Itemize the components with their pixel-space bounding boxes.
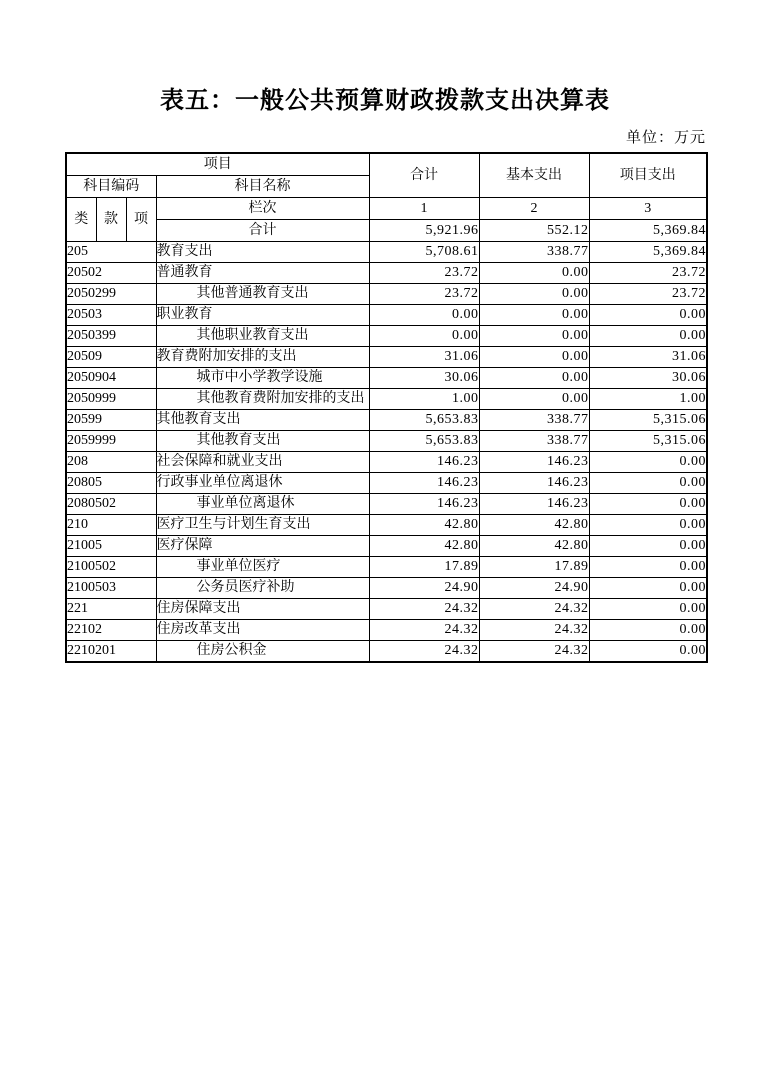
table-row [66,284,707,305]
subject-name-cell: 公务员医疗补助 [156,578,369,599]
basic-expense-value-cell: 338.77 [479,410,589,431]
basic-expense-value-cell: 42.80 [479,536,589,557]
total-value-cell: 146.23 [369,473,479,494]
table-row [66,452,707,473]
subject-name-cell: 医疗卫生与计划生育支出 [156,515,369,536]
total-value-cell: 30.06 [369,368,479,389]
basic-expense-value-cell: 0.00 [479,326,589,347]
subject-name-cell: 教育支出 [156,242,369,263]
grand-total-project-value: 5,369.84 [589,220,707,242]
subject-code-cell: 208 [66,452,156,473]
table-row [66,368,707,389]
project-expense-value-cell: 0.00 [589,599,707,620]
subject-code-cell: 221 [66,599,156,620]
subject-code-cell: 21005 [66,536,156,557]
project-expense-value-cell: 1.00 [589,389,707,410]
project-expense-value-cell: 5,315.06 [589,410,707,431]
total-value-cell: 146.23 [369,452,479,473]
subject-name-cell: 职业教育 [156,305,369,326]
basic-expense-value-cell: 0.00 [479,284,589,305]
project-expense-value-cell: 31.06 [589,347,707,368]
basic-expense-value-cell: 0.00 [479,368,589,389]
subject-name-cell: 其他教育支出 [156,410,369,431]
project-expense-value-cell: 0.00 [589,305,707,326]
project-expense-value-cell: 0.00 [589,452,707,473]
subject-name-cell: 教育费附加安排的支出 [156,347,369,368]
total-value-cell: 5,708.61 [369,242,479,263]
basic-expense-value-cell: 42.80 [479,515,589,536]
grand-total-row [66,220,707,242]
basic-expense-value-cell: 146.23 [479,473,589,494]
table-row [66,536,707,557]
header-project: 项目 [66,153,369,176]
project-expense-value-cell: 23.72 [589,284,707,305]
subject-name-cell: 医疗保障 [156,536,369,557]
table-row [66,326,707,347]
project-expense-value-cell: 23.72 [589,263,707,284]
table-row [66,620,707,641]
basic-expense-value-cell: 0.00 [479,347,589,368]
header-subject-name: 科目名称 [156,176,369,198]
subject-name-cell: 社会保障和就业支出 [156,452,369,473]
table-row [66,494,707,515]
project-expense-value-cell: 30.06 [589,368,707,389]
project-expense-value-cell: 0.00 [589,620,707,641]
basic-expense-value-cell: 338.77 [479,242,589,263]
subject-name-cell: 城市中小学教学设施 [156,368,369,389]
subject-code-cell: 2059999 [66,431,156,452]
total-value-cell: 42.80 [369,515,479,536]
basic-expense-value-cell: 0.00 [479,263,589,284]
total-value-cell: 0.00 [369,326,479,347]
project-expense-value-cell: 0.00 [589,494,707,515]
subject-code-cell: 20805 [66,473,156,494]
basic-expense-value-cell: 17.89 [479,557,589,578]
subject-code-cell: 20599 [66,410,156,431]
subject-code-cell: 2050904 [66,368,156,389]
subject-code-cell: 20503 [66,305,156,326]
unit-label: 单位：万元 [625,130,706,146]
total-value-cell: 31.06 [369,347,479,368]
table-row [66,347,707,368]
subject-code-cell: 20509 [66,347,156,368]
total-value-cell: 24.32 [369,641,479,663]
header-column-number-2: 2 [479,198,589,220]
subject-code-cell: 22102 [66,620,156,641]
subject-code-cell: 2210201 [66,641,156,663]
project-expense-value-cell: 0.00 [589,515,707,536]
table-row [66,473,707,494]
header-class: 类 [66,198,96,242]
project-expense-value-cell: 0.00 [589,578,707,599]
grand-total-value: 5,921.96 [369,220,479,242]
total-value-cell: 17.89 [369,557,479,578]
subject-name-cell: 事业单位离退休 [156,494,369,515]
basic-expense-value-cell: 24.32 [479,599,589,620]
subject-code-cell: 2100502 [66,557,156,578]
total-value-cell: 23.72 [369,263,479,284]
basic-expense-value-cell: 0.00 [479,389,589,410]
subject-name-cell: 普通教育 [156,263,369,284]
project-expense-value-cell: 0.00 [589,641,707,663]
project-expense-value-cell: 0.00 [589,326,707,347]
project-expense-value-cell: 5,369.84 [589,242,707,263]
table-row [66,557,707,578]
header-row-column-index [66,198,707,220]
subject-name-cell: 其他教育费附加安排的支出 [156,389,369,410]
project-expense-value-cell: 0.00 [589,473,707,494]
total-value-cell: 5,653.83 [369,410,479,431]
subject-code-cell: 2050299 [66,284,156,305]
subject-name-cell: 住房公积金 [156,641,369,663]
grand-total-basic-value: 552.12 [479,220,589,242]
total-value-cell: 24.90 [369,578,479,599]
subject-code-cell: 210 [66,515,156,536]
subject-name-cell: 住房改革支出 [156,620,369,641]
budget-table [65,152,708,663]
page-title: 表五：一般公共预算财政拨款支出决算表 [160,88,610,114]
project-expense-value-cell: 5,315.06 [589,431,707,452]
total-value-cell: 0.00 [369,305,479,326]
header-column-number-3: 3 [589,198,707,220]
table-row [66,410,707,431]
table-row [66,263,707,284]
subject-code-cell: 20502 [66,263,156,284]
table-row [66,389,707,410]
table-row [66,599,707,620]
total-value-cell: 24.32 [369,599,479,620]
header-column-index-label: 栏次 [156,198,369,220]
grand-total-label: 合计 [156,220,369,242]
basic-expense-value-cell: 338.77 [479,431,589,452]
subject-name-cell: 住房保障支出 [156,599,369,620]
subject-code-cell: 2050399 [66,326,156,347]
basic-expense-value-cell: 24.90 [479,578,589,599]
subject-code-cell: 2100503 [66,578,156,599]
table-body [66,242,707,663]
header-row-project [66,153,707,176]
table-row [66,578,707,599]
total-value-cell: 1.00 [369,389,479,410]
table-row [66,242,707,263]
header-total-column: 合计 [369,153,479,198]
subject-name-cell: 其他普通教育支出 [156,284,369,305]
table-row [66,515,707,536]
subject-name-cell: 事业单位医疗 [156,557,369,578]
header-item: 项 [126,198,156,242]
subject-name-cell: 行政事业单位离退休 [156,473,369,494]
table-row [66,431,707,452]
subject-name-cell: 其他教育支出 [156,431,369,452]
header-column-number-1: 1 [369,198,479,220]
header-project-expense-column: 项目支出 [589,153,707,198]
project-expense-value-cell: 0.00 [589,536,707,557]
total-value-cell: 42.80 [369,536,479,557]
basic-expense-value-cell: 146.23 [479,452,589,473]
table-header [66,153,707,242]
header-subject-code: 科目编码 [66,176,156,198]
basic-expense-value-cell: 0.00 [479,305,589,326]
total-value-cell: 5,653.83 [369,431,479,452]
subject-code-cell: 205 [66,242,156,263]
subject-name-cell: 其他职业教育支出 [156,326,369,347]
table-row [66,305,707,326]
header-section: 款 [96,198,126,242]
total-value-cell: 23.72 [369,284,479,305]
project-expense-value-cell: 0.00 [589,557,707,578]
header-basic-expense-column: 基本支出 [479,153,589,198]
basic-expense-value-cell: 24.32 [479,620,589,641]
subject-code-cell: 2050999 [66,389,156,410]
basic-expense-value-cell: 24.32 [479,641,589,663]
total-value-cell: 146.23 [369,494,479,515]
basic-expense-value-cell: 146.23 [479,494,589,515]
table-row [66,641,707,663]
total-value-cell: 24.32 [369,620,479,641]
subject-code-cell: 2080502 [66,494,156,515]
